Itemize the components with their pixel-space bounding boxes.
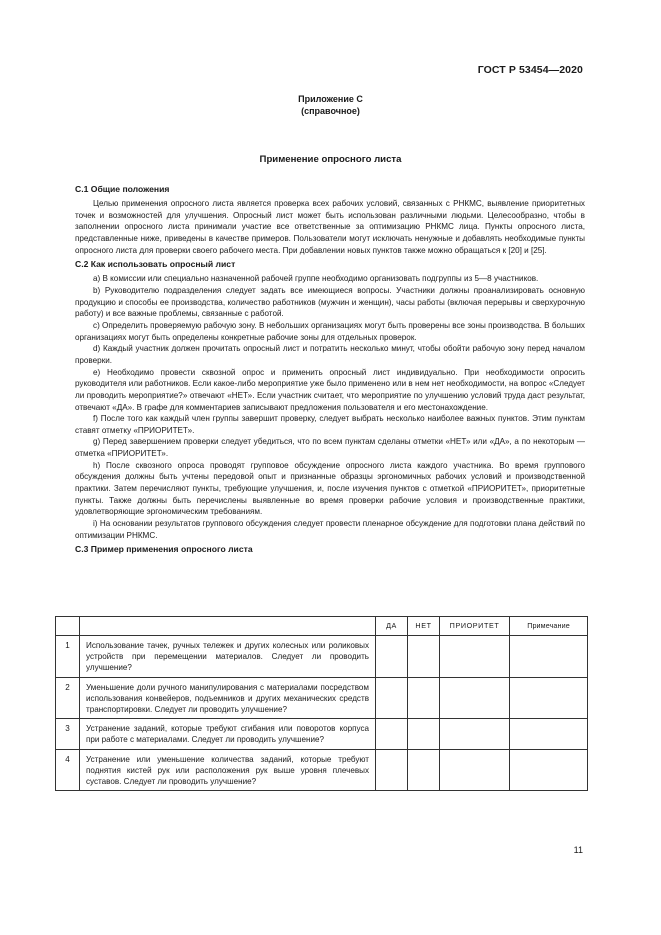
- cell-note[interactable]: [510, 749, 588, 791]
- header-yes: ДА: [376, 617, 408, 636]
- cell-yes[interactable]: [376, 677, 408, 719]
- table-header-row: [56, 617, 588, 636]
- table-row: [56, 677, 588, 719]
- section-c2-title: С.2 Как использовать опросный лист: [75, 259, 236, 270]
- appendix-heading: [0, 93, 661, 117]
- cell-note[interactable]: [510, 719, 588, 749]
- cell-priority[interactable]: [440, 749, 510, 791]
- cell-no[interactable]: [408, 677, 440, 719]
- appendix-title: Приложение С: [298, 94, 363, 104]
- row-number: 3: [56, 719, 80, 749]
- standard-number: ГОСТ Р 53454—2020: [477, 64, 583, 76]
- appendix-subtitle: (справочное): [301, 106, 360, 116]
- section-c1-title: С.1 Общие положения: [75, 184, 170, 194]
- section-c2-item-e: e) Необходимо провести сквозной опрос и применить опросный лист индивидуально. При необходимости опросить руководителя или работников. Если какое-либо мероприятие уже было применено или в нем нет необходимости, на вопрос «Следует ли проводить мероприятие?» отвечают «НЕТ». Если участник считает, что мероприятие по улучшению условий труда даст результат, отвечают «ДА». В графе для комментариев записывают предложения пользователя и его местонахождение.: [75, 367, 585, 412]
- section-c2-item-i: i) На основании результатов группового обсуждения следует провести пленарное обсуждение для подготовки плана действий по оптимизации РНКМС.: [75, 519, 585, 540]
- cell-no[interactable]: [408, 719, 440, 749]
- row-question: Использование тачек, ручных тележек и других колесных или роликовых устройств при перемещении материалов. Следует ли проводить улучшение?: [80, 636, 376, 678]
- cell-yes[interactable]: [376, 749, 408, 791]
- cell-no[interactable]: [408, 749, 440, 791]
- header-no: НЕТ: [408, 617, 440, 636]
- section-c2-item-h: h) После сквозного опроса проводят групповое обсуждение опросного листа каждого участника. Во время группового обсуждения должны быть учтены передовой опыт и признанные образцы эргономичных рабочих условий и производственной практики. Затем перечисляют пункты, требующие улучшения, и, после изучения пунктов с отметкой «ПРИОРИТЕТ», приоритетные пункты. Также должны быть перечислены выявленные во время проверки рабочие условия и производственные практики, удовлетворяющие эргономическим требованиям.: [75, 460, 585, 517]
- checklist-table: [55, 616, 588, 791]
- section-c2-item-g: g) Перед завершением проверки следует убедиться, что по всем пунктам сделаны отметки «НЕТ» или «ДА», а по некоторым — отметка «ПРИОРИТЕТ».: [75, 437, 585, 459]
- section-c3-title: С.3 Пример применения опросного листа: [75, 544, 253, 555]
- section-c2-item-c: c) Определить проверяемую рабочую зону. В небольших организациях могут быть проверены все зоны производства. В больших организациях могут быть определены конкретные рабочие зоны для отдельных проверок.: [75, 320, 585, 342]
- cell-note[interactable]: [510, 677, 588, 719]
- section-c2-item-a: a) В комиссии или специально назначенной рабочей группе необходимо организовать подгруппы из 5—8 участников.: [93, 274, 539, 284]
- cell-yes[interactable]: [376, 719, 408, 749]
- cell-priority[interactable]: [440, 719, 510, 749]
- section-c1: [75, 184, 585, 558]
- cell-note[interactable]: [510, 636, 588, 678]
- cell-priority[interactable]: [440, 636, 510, 678]
- header-number: [56, 617, 80, 636]
- row-question: Устранение заданий, которые требуют сгибания или поворотов корпуса при работе с материалами. Следует ли проводить улучшение?: [80, 719, 376, 749]
- cell-no[interactable]: [408, 636, 440, 678]
- section-c2-item-f: f) После того как каждый член группы завершит проверку, следует выбрать несколько наиболее важных пунктов. Этим пунктам ставят отметку «ПРИОРИТЕТ».: [75, 414, 585, 435]
- row-question: Устранение или уменьшение количества заданий, которые требуют поднятия кистей рук или расположения рук выше уровня плечевых суставов. Следует ли проводить улучшение?: [80, 749, 376, 791]
- section-c2-item-b: b) Руководителю подразделения следует задать все имеющиеся вопросы. Участники должны проанализировать основную продукцию и способы ее производства, количество работников (мужчин и женщин), часы работы (включая перерывы и сверхурочную работу) и все важные проблемы, связанные с работой.: [75, 285, 585, 319]
- checklist-table-wrapper: [55, 616, 587, 791]
- header-note: Примечание: [510, 617, 588, 636]
- table-row: [56, 749, 588, 791]
- table-row: [56, 636, 588, 678]
- header-question: [80, 617, 376, 636]
- header-priority: ПРИОРИТЕТ: [440, 617, 510, 636]
- row-number: 1: [56, 636, 80, 678]
- section-c2-item-d: d) Каждый участник должен прочитать опросный лист и потратить несколько минут, чтобы обойти рабочую зону перед началом проверки.: [75, 344, 585, 365]
- table-row: [56, 719, 588, 749]
- section-c1-paragraph: Целью применения опросного листа является проверка всех рабочих условий, связанных с РНКМС, выявление приоритетных точек и возможностей для улучшения. Опросный лист может быть использован различными людьми. Целесообразно, чтобы в заполнении опросного листа принимали участие все ответственные за оптимизацию РНКМС лица. Пункты опросного листа, представленные ниже, приведены в качестве примеров. Пользователи могут исключать ненужные и добавлять необходимые пункты опросного листа для проверки своего рабочего места. При добавлении новых пунктов также можно обращаться к [20] и [25].: [75, 199, 585, 255]
- row-question: Уменьшение доли ручного манипулирования с материалами посредством использования конвейеров, подъемников и других механических средств транспортировки. Следует ли проводить улучшение?: [80, 677, 376, 719]
- page-number: 11: [573, 845, 583, 855]
- row-number: 2: [56, 677, 80, 719]
- cell-yes[interactable]: [376, 636, 408, 678]
- cell-priority[interactable]: [440, 677, 510, 719]
- row-number: 4: [56, 749, 80, 791]
- document-title: Применение опросного листа: [259, 154, 402, 165]
